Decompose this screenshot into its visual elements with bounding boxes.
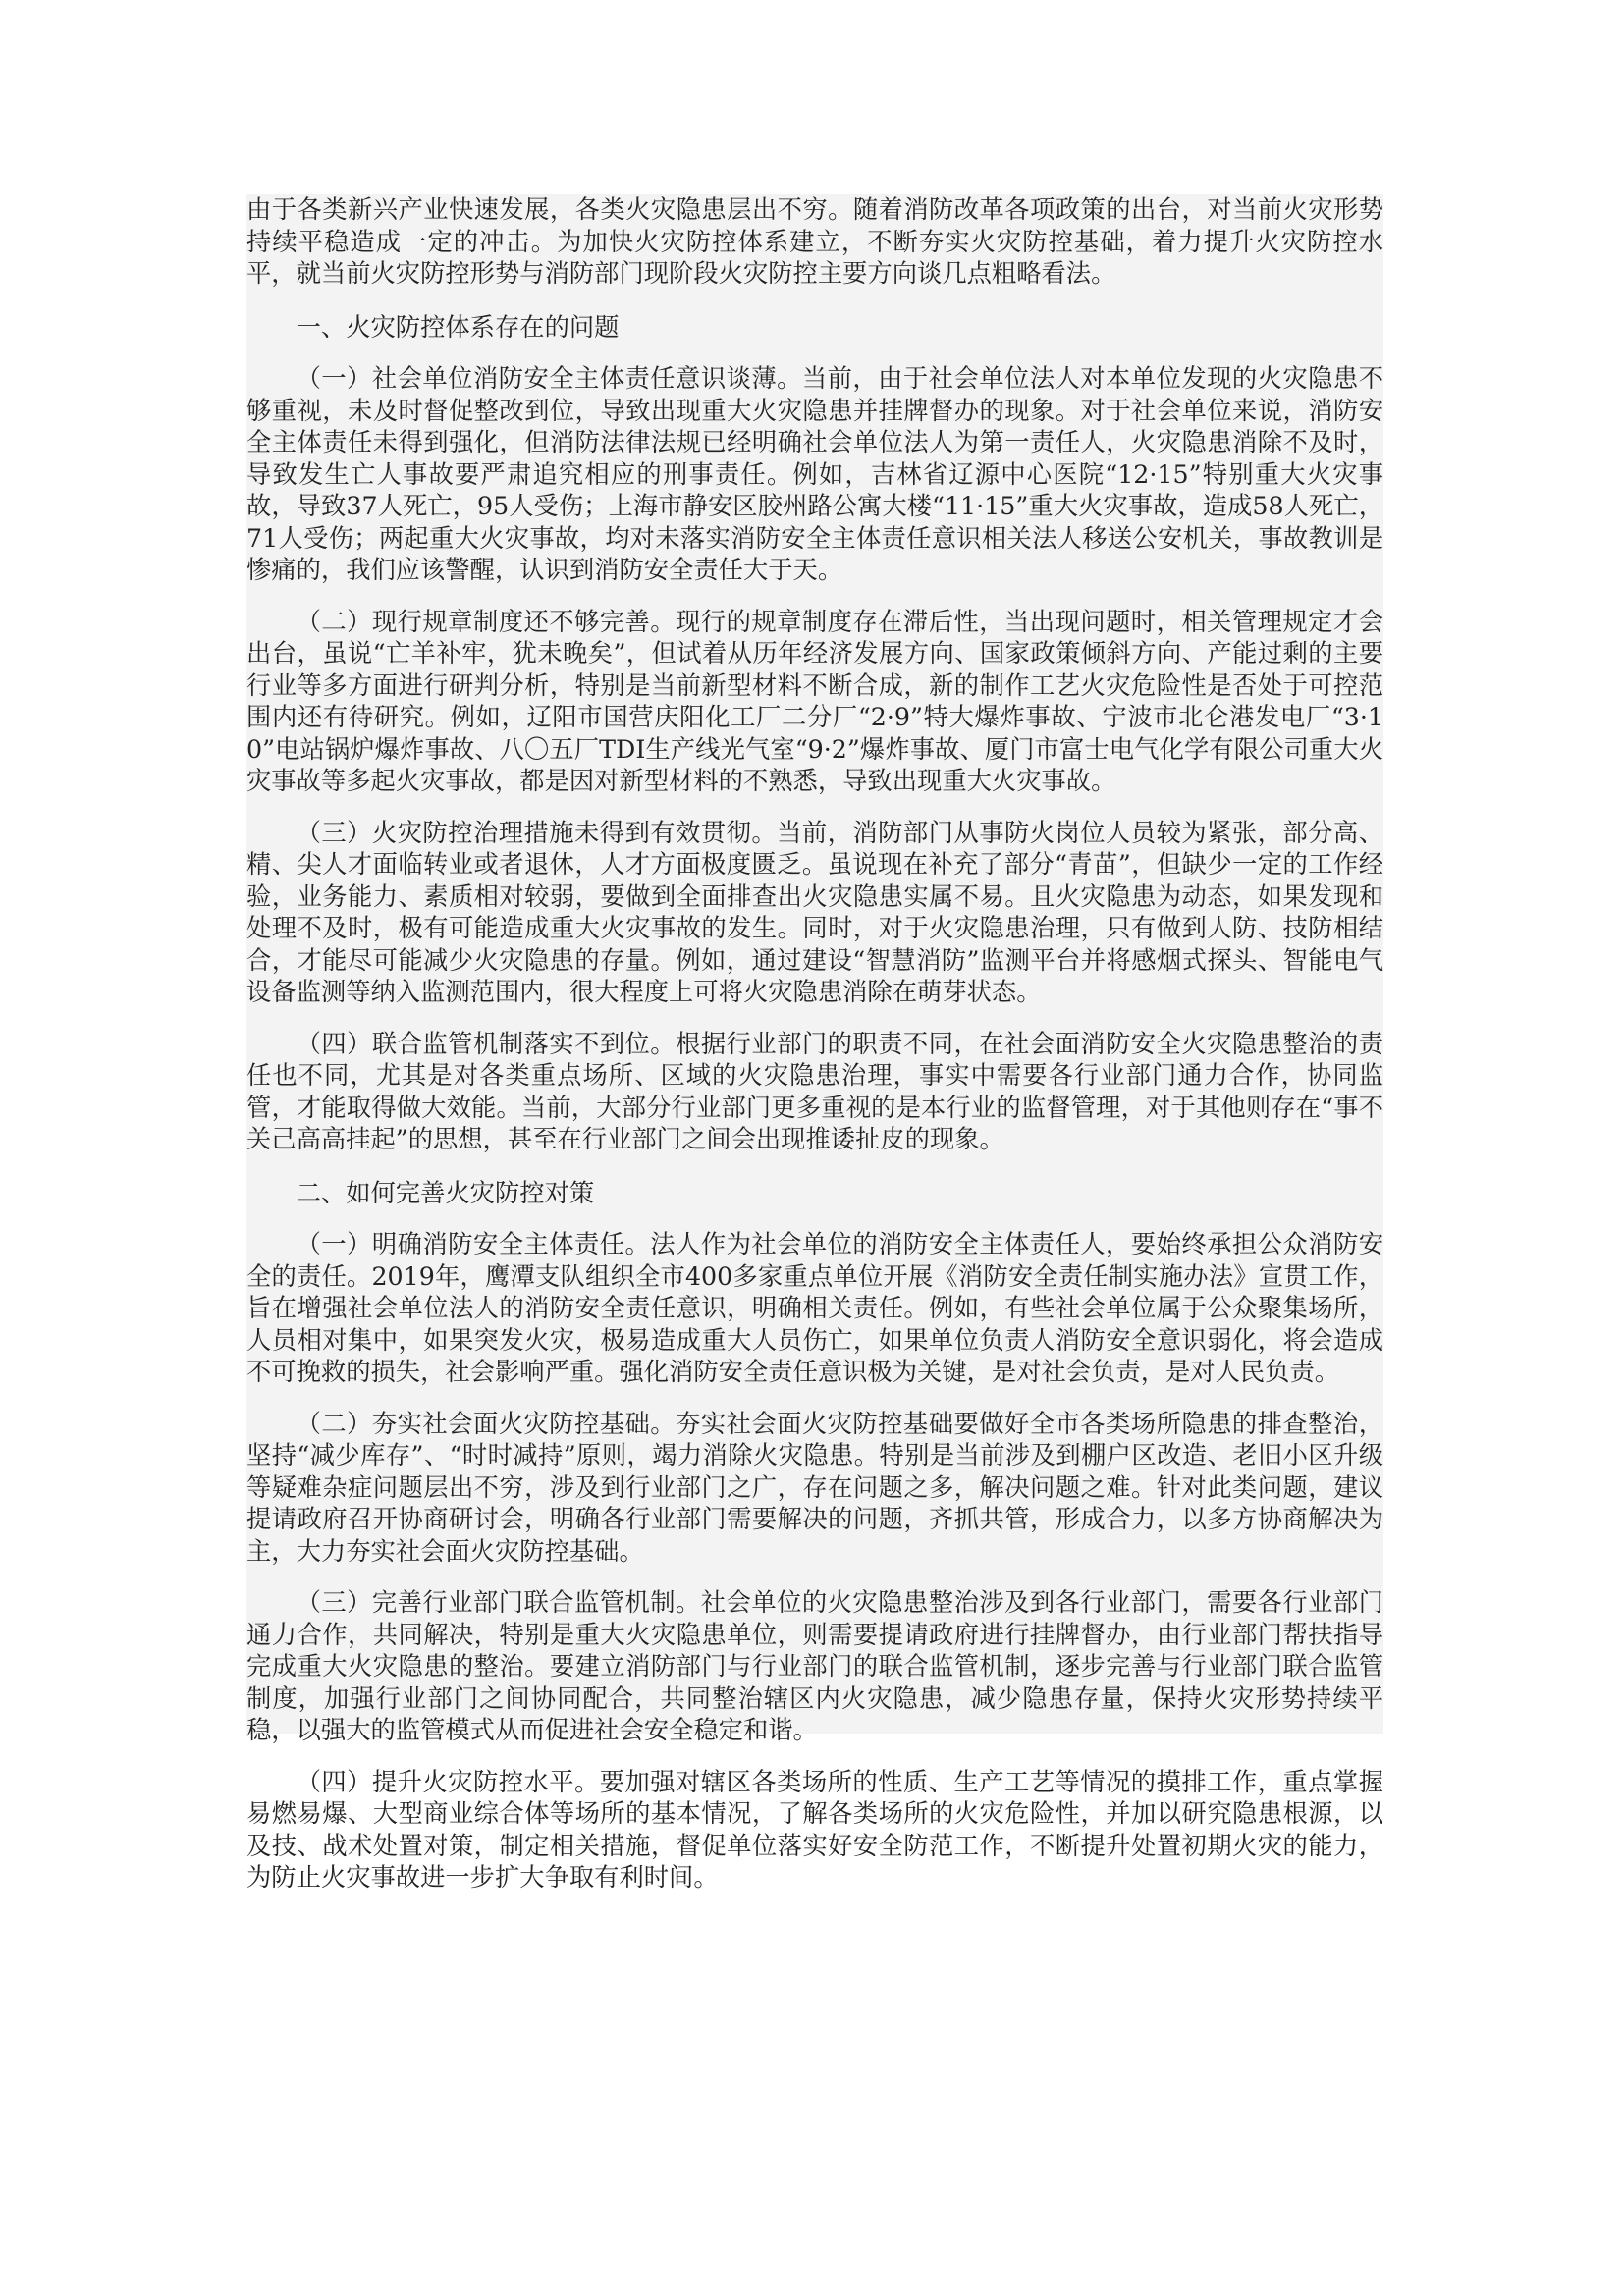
paragraph-countermeasure-2: （二）夯实社会面火灾防控基础。夯实社会面火灾防控基础要做好全市各类场所隐患的排查整治，坚持“减少库存”、“时时减持”原则，竭力消除火灾隐患。特别是当前涉及到棚户区改造、老旧小区升级等疑难杂症问题层出不穷，涉及到行业部门之广，存在问题之多，解决问题之难。针对此类问题，建议提请政府召开协商研讨会，明确各行业部门需要解决的问题，齐抓共管，形成合力，以多方协商解决为主，大力夯实社会面火灾防控基础。	[246, 1409, 1383, 1566]
paragraph-countermeasure-3: （三）完善行业部门联合监管机制。社会单位的火灾隐患整治涉及到各行业部门，需要各行业部门通力合作，共同解决，特别是重大火灾隐患单位，则需要提请政府进行挂牌督办，由行业部门帮扶指导完成重大火灾隐患的整治。要建立消防部门与行业部门的联合监管机制，逐步完善与行业部门联合监管制度，加强行业部门之间协同配合，共同整治辖区内火灾隐患，减少隐患存量，保持火灾形势持续平稳，以强大的监管模式从而促进社会安全稳定和谐。	[246, 1588, 1383, 1744]
paragraph-countermeasure-4: （四）提升火灾防控水平。要加强对辖区各类场所的性质、生产工艺等情况的摸排工作，重点掌握易燃易爆、大型商业综合体等场所的基本情况，了解各类场所的火灾危险性，并加以研究隐患根源，以及技、战术处置对策，制定相关措施，督促单位落实好安全防范工作，不断提升处置初期火灾的能力，为防止火灾事故进一步扩大争取有利时间。	[246, 1767, 1383, 1892]
article-text-block	[246, 194, 1383, 1892]
section-heading-problems: 一、火灾防控体系存在的问题	[296, 312, 620, 342]
paragraph-problem-4: （四）联合监管机制落实不到位。根据行业部门的职责不同，在社会面消防安全火灾隐患整治的责任也不同，尤其是对各类重点场所、区域的火灾隐患治理，事实中需要各行业部门通力合作，协同监管，才能取得做大效能。当前，大部分行业部门更多重视的是本行业的监督管理，对于其他则存在“事不关己高高挂起”的思想，甚至在行业部门之间会出现推诿扯皮的现象。	[246, 1029, 1383, 1153]
paragraph-problem-2: （二）现行规章制度还不够完善。现行的规章制度存在滞后性，当出现问题时，相关管理规定才会出台，虽说“亡羊补牢，犹未晚矣”，但试着从历年经济发展方向、国家政策倾斜方向、产能过剩的主要行业等多方面进行研判分析，特别是当前新型材料不断合成，新的制作工艺火灾危险性是否处于可控范围内还有待研究。例如，辽阳市国营庆阳化工厂二分厂“2·9”特大爆炸事故、宁波市北仑港发电厂“3·10”电站锅炉爆炸事故、八〇五厂TDI生产线光气室“9·2”爆炸事故、厦门市富士电气化学有限公司重大火灾事故等多起火灾事故，都是因对新型材料的不熟悉，导致出现重大火灾事故。	[246, 607, 1383, 795]
intro-paragraph: 由于各类新兴产业快速发展，各类火灾隐患层出不穷。随着消防改革各项政策的出台，对当前火灾形势持续平稳造成一定的冲击。为加快火灾防控体系建立，不断夯实火灾防控基础，着力提升火灾防控水平，就当前火灾防控形势与消防部门现阶段火灾防控主要方向谈几点粗略看法。	[246, 195, 1383, 288]
paragraph-problem-3: （三）火灾防控治理措施未得到有效贯彻。当前，消防部门从事防火岗位人员较为紧张，部分高、精、尖人才面临转业或者退休，人才方面极度匮乏。虽说现在补充了部分“青苗”，但缺少一定的工作经验，业务能力、素质相对较弱，要做到全面排查出火灾隐患实属不易。且火灾隐患为动态，如果发现和处理不及时，极有可能造成重大火灾事故的发生。同时，对于火灾隐患治理，只有做到人防、技防相结合，才能尽可能减少火灾隐患的存量。例如，通过建设“智慧消防”监测平台并将感烟式探头、智能电气设备监测等纳入监测范围内，很大程度上可将火灾隐患消除在萌芽状态。	[246, 818, 1383, 1006]
paragraph-countermeasure-1: （一）明确消防安全主体责任。法人作为社会单位的消防安全主体责任人，要始终承担公众消防安全的责任。2019年，鹰潭支队组织全市400多家重点单位开展《消防安全责任制实施办法》宣贯工作，旨在增强社会单位法人的消防安全责任意识，明确相关责任。例如，有些社会单位属于公众聚集场所，人员相对集中，如果突发火灾，极易造成重大人员伤亡，如果单位负责人消防安全意识弱化，将会造成不可挽救的损失，社会影响严重。强化消防安全责任意识极为关键，是对社会负责，是对人民负责。	[246, 1230, 1383, 1386]
section-heading-countermeasures: 二、如何完善火灾防控对策	[296, 1178, 595, 1207]
paragraph-problem-1: （一）社会单位消防安全主体责任意识谈薄。当前，由于社会单位法人对本单位发现的火灾隐患不够重视，未及时督促整改到位，导致出现重大火灾隐患并挂牌督办的现象。对于社会单位来说，消防安全主体责任未得到强化，但消防法律法规已经明确社会单位法人为第一责任人，火灾隐患消除不及时，导致发生亡人事故要严肃追究相应的刑事责任。例如，吉林省辽源中心医院“12·15”特别重大火灾事故，导致37人死亡，95人受伤；上海市静安区胶州路公寓大楼“11·15”重大火灾事故，造成58人死亡，71人受伤；两起重大火灾事故，均对未落实消防安全主体责任意识相关法人移送公安机关，事故教训是惨痛的，我们应该警醒，认识到消防安全责任大于天。	[246, 364, 1383, 584]
